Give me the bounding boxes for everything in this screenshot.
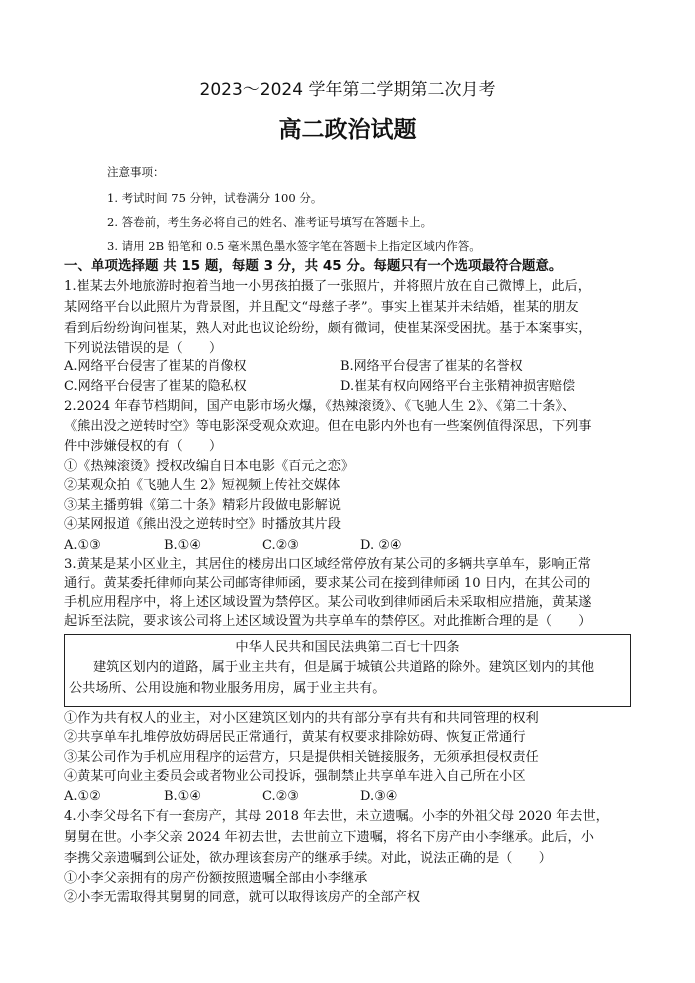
note-item: 1. 考试时间 75 分钟，试卷满分 100 分。 — [107, 191, 323, 205]
law-citation-line: 建筑区划内的道路，属于业主共有，但是属于城镇公共道路的除外。建筑区划内的其他 — [93, 660, 595, 675]
option-c: C.②③ — [262, 538, 299, 553]
notes-heading: 注意事项： — [107, 165, 165, 179]
statement-item: ①《热辣滚烫》授权改编自日本电影《百元之恋》 — [64, 459, 355, 474]
statement-item: ④黄某可向业主委员会或者物业公司投诉，强制禁止共享单车进入自己所在小区 — [64, 769, 526, 784]
note-item: 3. 请用 2B 铅笔和 0.5 毫米黑色墨水签字笔在答题卡上指定区域内作答。 — [107, 239, 481, 253]
option-c: C.网络平台侵害了崔某的隐私权 — [64, 379, 247, 394]
question-line: 李携父亲遗嘱到公证处，欲办理该套房产的继承手续。对此，说法正确的是（ ） — [64, 851, 552, 866]
question-line: 3.黄某是某小区业主，其居住的楼房出口区域经常停放有某公司的多辆共享单车，影响正常 — [64, 557, 591, 572]
law-citation-box — [64, 634, 631, 707]
question-line: 1.崔某去外地旅游时抱着当地一小男孩拍摄了一张照片，并将照片放在自己微博上，此后， — [64, 279, 591, 294]
option-b: B.①④ — [164, 789, 201, 804]
section-heading: 一、单项选择题 共 15 题，每题 3 分，共 45 分。每题只有一个选项最符合题意。 — [64, 258, 563, 274]
law-citation-line: 公共场所、公用设施和物业服务用房，属于业主共有。 — [69, 681, 386, 696]
statement-item: ①作为共有权人的业主，对小区建筑区划内的共有部分享有共有和共同管理的权利 — [64, 711, 539, 726]
option-b: B.网络平台侵害了崔某的名誉权 — [340, 359, 523, 374]
question-line: 看到后纷纷询问崔某，熟人对此也议论纷纷，颇有微词，使崔某深受困扰。基于本案事实， — [64, 321, 592, 336]
statement-item: ①小李父亲拥有的房产份额按照遗嘱全部由小李继承 — [64, 871, 368, 886]
question-line: 舅舅在世。小李父亲 2024 年初去世，去世前立下遗嘱，将名下房产由小李继承。此后，小 — [64, 830, 594, 845]
question-line: 4.小李父母名下有一套房产，其母 2018 年去世，未立遗嘱。小李的外祖父母 2020 年去世， — [64, 809, 609, 824]
option-b: B.①④ — [164, 538, 201, 553]
statement-item: ③某公司作为手机应用程序的运营方，只是提供相关链接服务，无须承担侵权责任 — [64, 750, 539, 765]
exam-title: 2023～2024 学年第二学期第二次月考 — [199, 80, 496, 100]
question-line: 手机应用程序中，将上述区域设置为禁停区。某公司收到律师函后未采取相应措施，黄某遂 — [64, 595, 592, 610]
question-line: 下列说法错误的是（ ） — [64, 341, 223, 356]
question-line: 件中涉嫌侵权的有（ ） — [64, 439, 223, 454]
statement-item: ②小李无需取得其舅舅的同意，就可以取得该房产的全部产权 — [64, 890, 421, 905]
option-a: A.①② — [64, 789, 101, 804]
option-d: D.③④ — [360, 789, 398, 804]
statement-item: ④某网报道《熊出没之逆转时空》时播放其片段 — [64, 517, 341, 532]
option-d: D. ②④ — [360, 538, 402, 553]
statement-item: ②某观众拍《飞驰人生 2》短视频上传社交媒体 — [64, 478, 341, 493]
option-d: D.崔某有权向网络平台主张精神损害赔偿 — [340, 379, 576, 394]
question-line: 起诉至法院，要求该公司将上述区域设置为共享单车的禁停区。对此推断合理的是（ ） — [64, 614, 592, 629]
question-line: 某网络平台以此照片为背景图，并且配文“母慈子孝”。事实上崔某并未结婚，崔某的朋友 — [64, 300, 579, 315]
law-citation-title: 中华人民共和国民法典第二百七十四条 — [235, 640, 460, 655]
subject-title: 高二政治试题 — [278, 117, 417, 143]
question-line: 2.2024 年春节档期间，国产电影市场火爆，《热辣滚烫》、《飞驰人生 2》、《第二十条》、 — [64, 399, 576, 414]
question-line: 《熊出没之逆转时空》等电影深受观众欢迎。但在电影内外也有一些案例值得深思，下列事 — [64, 419, 592, 434]
statement-item: ③某主播剪辑《第二十条》精彩片段做电影解说 — [64, 498, 341, 513]
option-a: A.①③ — [64, 538, 101, 553]
option-a: A.网络平台侵害了崔某的肖像权 — [64, 359, 247, 374]
question-line: 通行。黄某委托律师向某公司邮寄律师函，要求某公司在接到律师函 10 日内，在其公司的 — [64, 576, 591, 591]
statement-item: ②共享单车扎堆停放妨碍居民正常通行，黄某有权要求排除妨碍、恢复正常通行 — [64, 730, 526, 745]
note-item: 2. 答卷前，考生务必将自己的姓名、准考证号填写在答题卡上。 — [107, 215, 433, 229]
option-c: C.②③ — [262, 789, 299, 804]
